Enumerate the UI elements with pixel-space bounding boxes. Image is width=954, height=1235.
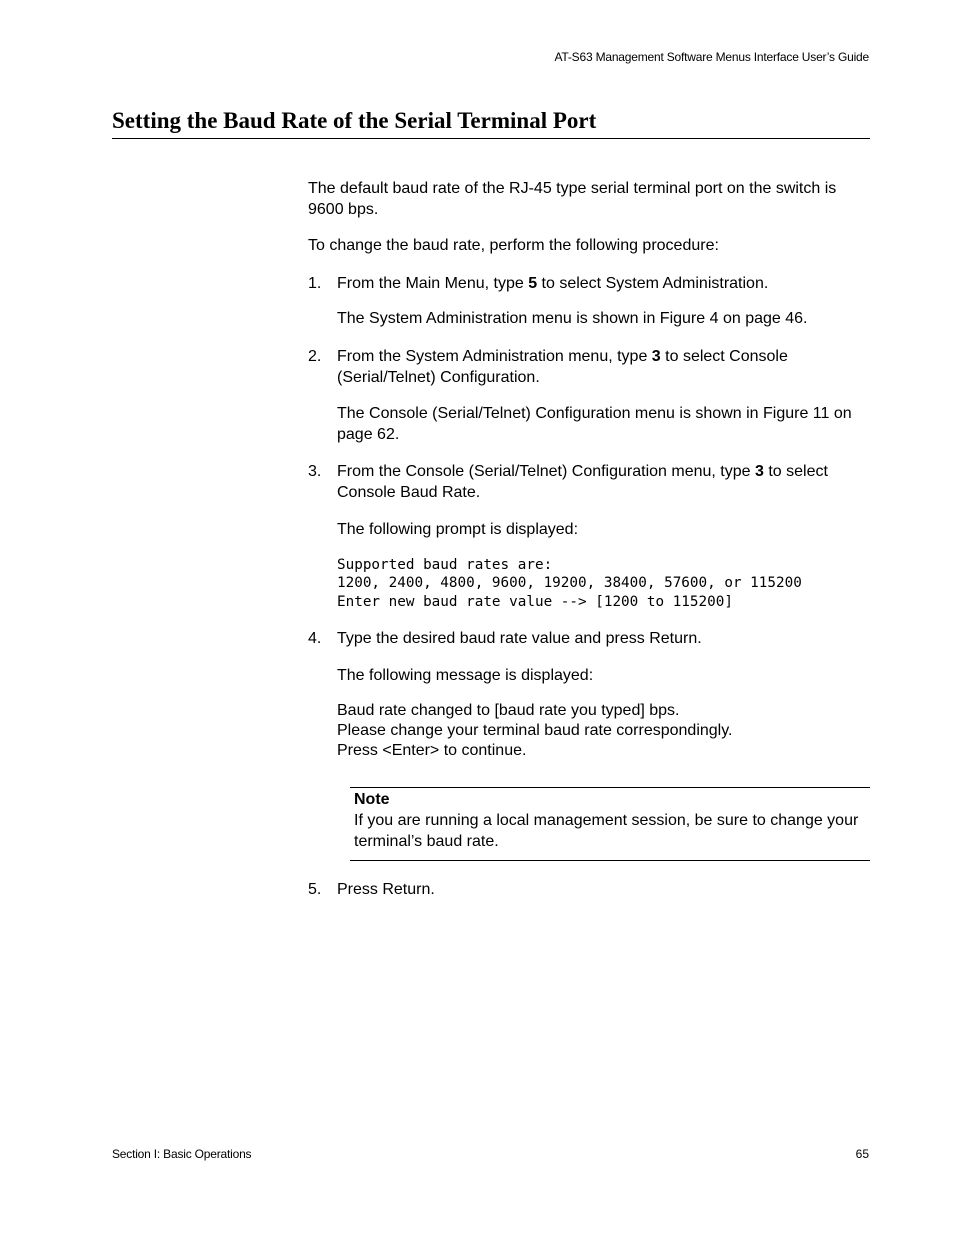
step-3-followup: The following prompt is displayed:	[337, 521, 579, 538]
step-2-text: From the System Administration menu, type 3 to select Console (Serial/Telnet) Configuration.	[337, 348, 788, 386]
step-1-text: From the Main Menu, type 5 to select System Administration.	[337, 275, 769, 292]
step-2-number: 2.	[308, 348, 322, 365]
step-1-followup: The System Administration menu is shown in Figure 4 on page 46.	[337, 310, 808, 327]
step-1-key: 5	[528, 275, 538, 292]
page-number: 65	[855, 1147, 869, 1161]
step-3-text: From the Console (Serial/Telnet) Configuration menu, type 3 to select Console Baud Rate.	[337, 463, 828, 501]
running-header: AT-S63 Management Software Menus Interface User’s Guide	[554, 50, 869, 64]
step-5-text: Press Return.	[337, 881, 435, 898]
note-label: Note	[354, 791, 390, 808]
prompt-line: Enter new baud rate value --> [1200 to 115200]	[337, 594, 733, 610]
step-2-followup: The Console (Serial/Telnet) Configuration menu is shown in Figure 11 on page 62.	[337, 405, 852, 443]
step-3-key: 3	[754, 463, 764, 480]
prompt-line: Supported baud rates are:	[337, 557, 553, 573]
message-line: Press <Enter> to continue.	[337, 742, 527, 759]
step-4-followup: The following message is displayed:	[337, 667, 594, 684]
note-box	[350, 787, 870, 861]
step-1-number: 1.	[308, 275, 322, 292]
section-title: Setting the Baud Rate of the Serial Terminal Port	[112, 108, 870, 139]
intro-paragraph: The default baud rate of the RJ-45 type serial terminal port on the switch is 9600 bps.	[308, 180, 837, 218]
message-line: Baud rate changed to [baud rate you typed] bps.	[337, 702, 680, 719]
step-4-text: Type the desired baud rate value and press Return.	[337, 630, 702, 647]
step-2-key: 3	[651, 348, 661, 365]
prompt-line: 1200, 2400, 4800, 9600, 19200, 38400, 57600, or 115200	[337, 575, 802, 591]
step-5-number: 5.	[308, 881, 322, 898]
footer-section: Section I: Basic Operations	[112, 1147, 252, 1161]
step-4-number: 4.	[308, 630, 322, 647]
step-3-number: 3.	[308, 463, 322, 480]
note-text: If you are running a local management session, be sure to change your terminal’s baud rate.	[354, 812, 859, 850]
message-line: Please change your terminal baud rate correspondingly.	[337, 722, 733, 739]
procedure-intro: To change the baud rate, perform the following procedure:	[308, 237, 719, 254]
